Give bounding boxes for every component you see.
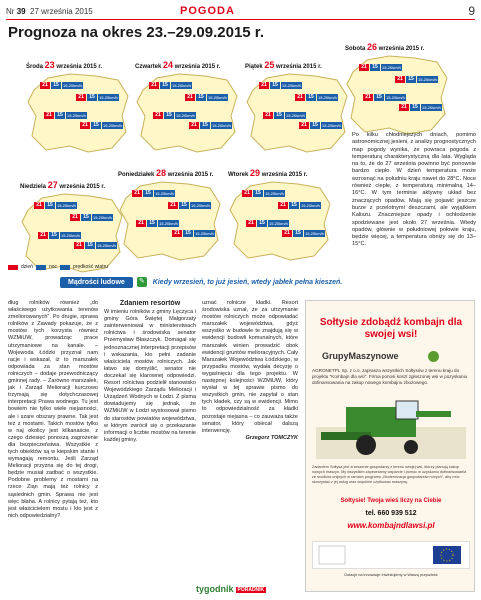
- wind-speed: 15-20km/h: [97, 243, 116, 248]
- article-column-2: [104, 300, 196, 580]
- day-temp: 21: [40, 82, 50, 89]
- temperature-marker: [76, 94, 119, 101]
- article-column-3: [202, 300, 298, 580]
- wind-speed: 15-20km/h: [99, 95, 118, 100]
- map-day-number: 27: [47, 180, 58, 190]
- map-month: września 2015 r.: [54, 64, 103, 70]
- wind-speed: 15-20km/h: [386, 95, 405, 100]
- ad-subtitle: AGRONETPL Sp. z o.o. zaprasza wszystkich Sołtysów z terenu kraju do projektu "Kombajn dla wsi". Firma ponosi koszt zgłoszonej wsi w pozyskaniu dofinansowania na zakup nowego kombajnu zbożowego.: [312, 368, 468, 385]
- article-column-1: [8, 300, 98, 580]
- map-weekday: Niedziela: [20, 184, 48, 190]
- weather-map-23: [26, 60, 132, 156]
- wind-speed: 15-20km/h: [155, 191, 174, 196]
- wind-speed: 15-20km/h: [195, 231, 214, 236]
- wind-speed: 15-20km/h: [286, 113, 305, 118]
- wind-speed: 15-20km/h: [265, 191, 284, 196]
- wind-speed: 15-20km/h: [57, 203, 76, 208]
- night-temp: 15: [257, 220, 267, 227]
- night-temp: 15: [310, 122, 320, 129]
- day-temp: 21: [246, 220, 256, 227]
- wind-speed: 15-20km/h: [176, 113, 195, 118]
- temperature-marker: [363, 94, 406, 101]
- page-footer: [0, 580, 481, 600]
- folk-wisdom-banner: [60, 275, 475, 289]
- night-temp: 15: [306, 94, 316, 101]
- map-date-label: [20, 180, 105, 190]
- day-temp: 21: [189, 122, 199, 129]
- wind-speed: 15-20km/h: [159, 221, 178, 226]
- issue-prefix: Nr: [6, 7, 15, 16]
- weather-map-26: [345, 42, 451, 138]
- ad-call-to-action: Sołtysie! Twoja wieś liczy na Ciebie: [340, 498, 442, 504]
- temperature-marker: [149, 82, 192, 89]
- day-temp: 21: [44, 112, 54, 119]
- day-temp: 21: [395, 76, 405, 83]
- temperature-marker: [278, 202, 321, 209]
- day-temp: 21: [34, 202, 44, 209]
- legend-day-label: dzień: [21, 264, 33, 270]
- wind-speed: 15-20km/h: [322, 123, 341, 128]
- wind-speed: 15-20km/h: [103, 123, 122, 128]
- forecast-intro: [352, 132, 476, 274]
- map-day-number: 23: [44, 60, 55, 70]
- ad-brand: GrupyMaszynowe: [322, 351, 399, 361]
- map-month: września 2015 r.: [274, 64, 322, 70]
- section-title: POGODA: [180, 5, 235, 17]
- night-temp: 15: [293, 230, 303, 237]
- leaf-icon: ✎: [137, 277, 147, 287]
- wind-speed: 15-20km/h: [61, 233, 80, 238]
- banner-label: Mądrości ludowe: [60, 277, 133, 288]
- wind-speed: 15-20km/h: [172, 83, 191, 88]
- temperature-marker: [295, 94, 338, 101]
- night-temp: 15: [45, 202, 55, 209]
- day-temp: 21: [132, 190, 142, 197]
- wind-speed: 15-20km/h: [191, 203, 210, 208]
- night-temp: 15: [81, 214, 91, 221]
- banner-text: Kiedy wrzesień, to już jesień, wtedy jabłek pełna kieszeń.: [152, 278, 343, 286]
- temperature-marker: [185, 94, 228, 101]
- footer-logo-tag: PORADNIK: [237, 586, 265, 593]
- map-date-label: [135, 60, 220, 70]
- forecast-intro-text: Po kilku chłodniejszych dniach, pomimo astronomicznej jesieni, z analizy prognostycznych map pogody wynika, że powraca pogoda z temperaturą charakterystyczną dla lata. Wygląda na to, że do 27 września powinno być ponownie bardzo ciepło. W dzień temperatura może wzrosnąć na południu kraju nawet do 28°C. Noce również ciepłe, z temperaturą minimalną 14–16°C. W tym terminie aktywny układ bez znaczących opadów. Mają się pojawić jeszcze burze z przelotnymi deszczami, ale wyjątkiem Kaliszu. Znaczniejsze opady i ochłodzenie spodziewane jest około 27 września. Wtedy opadów, głównie w południowej połowie kraju, będzie więcej, a temperatura obniży się do 13–15°C.: [352, 132, 476, 248]
- temperature-marker: [259, 82, 302, 89]
- map-date-label: [345, 42, 424, 52]
- temperature-marker: [299, 122, 342, 129]
- ad-website-link[interactable]: www.kombajndlawsi.pl: [347, 521, 435, 530]
- day-temp: 21: [70, 214, 80, 221]
- day-temp: 21: [242, 190, 252, 197]
- weather-map-25: [245, 60, 351, 156]
- temperature-marker: [34, 202, 77, 209]
- map-month: września 2015 r.: [173, 64, 221, 70]
- temperature-marker: [242, 190, 285, 197]
- day-temp: 21: [38, 232, 48, 239]
- map-month: września 2015 r.: [260, 172, 308, 178]
- day-temp: 21: [76, 94, 86, 101]
- map-day-number: 25: [264, 60, 275, 70]
- temperature-marker: [80, 122, 123, 129]
- wind-speed: 15-20km/h: [301, 203, 320, 208]
- day-temp: 21: [136, 220, 146, 227]
- footer-logo: [196, 584, 266, 594]
- wind-speed: 15-20km/h: [269, 221, 288, 226]
- map-day-number: 26: [367, 42, 378, 52]
- wind-speed: 15-20km/h: [212, 123, 231, 128]
- eu-flag-icon: [313, 542, 469, 568]
- temperature-marker: [263, 112, 306, 119]
- map-weekday: Poniedziałek: [118, 172, 157, 178]
- temperature-marker: [395, 76, 438, 83]
- wind-speed: 15-20km/h: [418, 77, 437, 82]
- day-temp: 21: [359, 64, 369, 71]
- night-temp: 15: [179, 202, 189, 209]
- page-number: 9: [468, 4, 475, 18]
- eu-funding-text: Dotacje na innowacje Inwestujemy w Waszą przyszłość: [344, 573, 438, 577]
- map-day-number: 29: [250, 168, 261, 178]
- night-temp: 15: [196, 94, 206, 101]
- night-temp: 15: [55, 112, 65, 119]
- day-temp: 21: [168, 202, 178, 209]
- temperature-marker: [136, 220, 179, 227]
- night-temp: 15: [85, 242, 95, 249]
- day-temp: 21: [185, 94, 195, 101]
- night-temp: 15: [160, 82, 170, 89]
- night-temp: 15: [91, 122, 101, 129]
- map-weekday: Środa: [26, 64, 45, 70]
- header-divider: [6, 19, 475, 20]
- wind-speed: 15-20km/h: [282, 83, 301, 88]
- wind-speed: 15-20km/h: [382, 65, 401, 70]
- night-temp: 15: [374, 94, 384, 101]
- night-temp: 15: [200, 122, 210, 129]
- day-temp: 21: [153, 112, 163, 119]
- wind-speed: 15-20km/h: [208, 95, 227, 100]
- temperature-marker: [399, 104, 442, 111]
- wind-speed: 15-20km/h: [305, 231, 324, 236]
- temperature-marker: [74, 242, 117, 249]
- issue-info: [6, 7, 93, 16]
- legend-wind-label: prędkość wiatru: [73, 264, 109, 270]
- day-temp: 21: [282, 230, 292, 237]
- column-1-text: dług rolników również „do właściwego użytkowania terenów zmeliorowanych". Po drugie, sprawa rolników z Zawady pokazuje, że z mostów tych korzysta również WZMiUW, prowadząc prace utrzymaniowe na kanale. – Wojewoda Łódzki przyznał nam racje i wskazał, iż to marszałek odpowiada za stan mostów rolniczych – dodaje przewodniczący gminnej rady. – Zarówno marszałek, jak i Zarząd Melioracji kurczowo trzymają się dotychczasowej interpretacji Prawa wodnego. Tu jest bowiem nie tylko wiele niejasności, ale i szare obszary prawne. Tak jest też z mostami. Takich mostów tylko w naj okolicy jest kilkanaście, z czego dziesięć ponoszą zagrożenie dla bezpieczeństwa. Wszystkie z tych obiektów są w kiepskim stanie i wymagają remontu. Jeśli Zarząd Melioracji przyzna się do tej drogi, będzie musiał zadbać o wszystkie. Podobne problemy z mostami na rzece Ziąn mają też rolnicy z sąsiednich gmin. Sprawa nie jest więc błaha. A rolnicy pytają też, kto jest właścicielem mostu i kto jest z nich odpowiedzialny?: [8, 300, 98, 519]
- night-temp: 15: [289, 202, 299, 209]
- page-title: Prognoza na okres 23.–29.09.2015 r.: [8, 24, 264, 41]
- day-temp: 21: [74, 242, 84, 249]
- temperature-marker: [153, 112, 196, 119]
- day-temp: 21: [399, 104, 409, 111]
- legend-night-swatch: [36, 265, 46, 270]
- map-month: września 2015 r.: [166, 172, 214, 178]
- advertisement[interactable]: [305, 300, 475, 592]
- author-signature: Grzegorz TOMCZYK: [245, 434, 298, 441]
- legend-night-label: noc: [48, 264, 58, 270]
- day-temp: 21: [295, 94, 305, 101]
- column-2-text: W imieniu rolników z gminy Łęczyca i gminy Góra Świętej Małgorzaty zainterweniował w ministerstwach rolnictwa i środowiska senator Przemysław Błaszczyk. Domagał się jednoznacznej interpretacji przepisów i wskazania, kto pełni zadanie właściciela mostów rolniczych. Jak łatwo się domyślić, senator nie doczekał się klarownej odpowiedzi. Resort rolnictwa podzielił stanowisko Wojewódzkiego Zarządu Melioracji i Urządzeń Wodnych w Łodzi. Z pisma dowiadujemy się jednak, że WZMiUW w Łodzi wystosował pismo do starostów powiatów województwa, w którym zwrócił się o przekazanie informacji o liczbie mostów na terenie każdej gminy.: [104, 309, 196, 443]
- wind-speed: 15-20km/h: [63, 83, 82, 88]
- wind-speed: 15-20km/h: [422, 105, 441, 110]
- page-header: [0, 0, 481, 22]
- temperature-marker: [44, 112, 87, 119]
- ad-phone[interactable]: tel. 660 939 512: [365, 510, 417, 517]
- map-date-label: [26, 60, 102, 70]
- temperature-marker: [359, 64, 402, 71]
- map-weekday: Piątek: [245, 64, 265, 70]
- temperature-marker: [172, 230, 215, 237]
- night-temp: 15: [183, 230, 193, 237]
- day-temp: 21: [172, 230, 182, 237]
- day-temp: 21: [80, 122, 90, 129]
- temperature-marker: [40, 82, 83, 89]
- wind-speed: 15-20km/h: [93, 215, 112, 220]
- column-2-heading: Zdaniem resortów: [119, 300, 181, 307]
- legend-wind-swatch: [60, 265, 70, 270]
- day-temp: 21: [263, 112, 273, 119]
- footer-logo-text: tygodnik: [196, 584, 234, 594]
- map-date-label: [118, 168, 213, 178]
- night-temp: 15: [410, 104, 420, 111]
- map-weekday: Wtorek: [228, 172, 251, 178]
- temperature-marker: [132, 190, 175, 197]
- temperature-marker: [246, 220, 289, 227]
- temperature-marker: [38, 232, 81, 239]
- column-3-text: uznać rolnicze kładki. Resort środowiska uznał, że za utrzymanie mostów rolniczych może odpowiadać marszałek województwa, gdyż wszystko w budowle te znajdują się w ewidencji budowli komunalnych, które marszałek winien prowadzić obok ewidencji gruntów melioracyjnych. Cały Marszałek Województwa Łódzkiego, w przypadku mostów, wydała decyzję o wygaśnięciu dla tego projektu. W następnej kolejności WZMiUW, który wysłał w tej sprawie pismo do wszystkich gmin, nie zapytał o stan tych kładek, czy są w ewidencji. Mimo to odpowiedzialność za kładki pozostaje niejasna – co zauważa także senator, który obiecał dalszą interwencję.: [202, 300, 298, 434]
- temperature-marker: [282, 230, 325, 237]
- day-temp: 21: [278, 202, 288, 209]
- wind-speed: 15-20km/h: [67, 113, 86, 118]
- weather-map-29: [228, 168, 334, 264]
- night-temp: 15: [49, 232, 59, 239]
- temperature-marker: [189, 122, 232, 129]
- night-temp: 15: [253, 190, 263, 197]
- night-temp: 15: [270, 82, 280, 89]
- map-day-number: 28: [156, 168, 167, 178]
- ad-small-print: Zadaniem Sołtysa jest zrzeszenie gospodarzy z terenu swojej wsi, którzy planują zakup nowych maszyn. My wszystkim zapewniamy wsparcie i pomoc w uzyskaniu dofinansowania ze środków unijnych w ramach programu „Modernizacja gospodarstw rolnych”, aby móc skorzystać z jej usług oraz wspólnie użytkować maszynę.: [312, 465, 467, 484]
- temperature-marker: [168, 202, 211, 209]
- night-temp: 15: [147, 220, 157, 227]
- brand-logo-icon: [428, 351, 439, 362]
- combine-harvester-icon: [316, 397, 466, 459]
- map-month: września 2015 r.: [57, 184, 106, 190]
- night-temp: 15: [51, 82, 61, 89]
- night-temp: 15: [143, 190, 153, 197]
- day-temp: 21: [259, 82, 269, 89]
- temperature-marker: [70, 214, 113, 221]
- map-weekday: Sobota: [345, 46, 367, 52]
- map-date-label: [245, 60, 322, 70]
- legend-day-swatch: [8, 265, 18, 270]
- weather-map-27: [20, 180, 126, 276]
- ad-title: Sołtysie zdobądź kombajn dla swojej wsi!: [319, 317, 463, 340]
- weather-map-24: [135, 60, 241, 156]
- night-temp: 15: [274, 112, 284, 119]
- map-date-label: [228, 168, 307, 178]
- eu-logos: [312, 541, 470, 569]
- map-weekday: Czwartek: [135, 64, 164, 70]
- map-day-number: 24: [163, 60, 174, 70]
- wind-speed: 15-20km/h: [318, 95, 337, 100]
- night-temp: 15: [164, 112, 174, 119]
- day-temp: 21: [363, 94, 373, 101]
- day-temp: 21: [299, 122, 309, 129]
- day-temp: 21: [149, 82, 159, 89]
- issue-number: 39: [16, 7, 26, 16]
- map-month: września 2015 r.: [377, 46, 425, 52]
- issue-date: 27 września 2015: [30, 7, 93, 16]
- weather-map-28: [118, 168, 224, 264]
- night-temp: 15: [406, 76, 416, 83]
- map-legend: [8, 264, 108, 270]
- night-temp: 15: [87, 94, 97, 101]
- night-temp: 15: [370, 64, 380, 71]
